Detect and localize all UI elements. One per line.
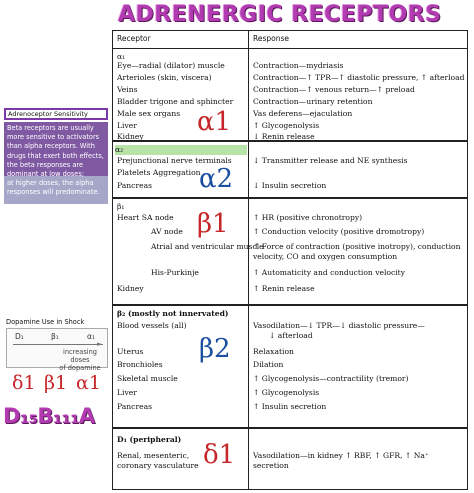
response-cell: ↑ Automaticity and conduction velocity xyxy=(253,268,405,277)
header-response: Response xyxy=(253,34,290,43)
dopamine-mnemonic: D₁₅B₁₁₁A xyxy=(3,404,95,428)
receptor-cell: Blood vessels (all) xyxy=(117,321,187,330)
dopamine-label-alpha1: α₁ xyxy=(87,332,95,341)
response-cell: ↓ Transmitter release and NE synthesis xyxy=(253,156,408,165)
big-label-beta2: β2 xyxy=(199,334,231,364)
response-cell: secretion xyxy=(253,461,289,470)
response-cell: Relaxation xyxy=(253,347,294,356)
response-cell: Vasodilation—in kidney ↑ RBF, ↑ GFR, ↑ Na⁺ xyxy=(253,451,429,460)
receptor-cell: Bronchioles xyxy=(117,360,163,369)
receptor-cell: Liver xyxy=(117,121,137,130)
response-cell: ↑ Glycogenolysis—contractility (tremor) xyxy=(253,374,409,383)
section-name: α₁ xyxy=(117,52,126,61)
receptor-cell: Pancreas xyxy=(117,402,152,411)
greek-b1: β1 xyxy=(44,372,68,394)
receptor-cell: Kidney xyxy=(117,132,144,141)
section-beta1 xyxy=(113,200,467,306)
dose-axis-line xyxy=(13,344,103,345)
arrow-right-icon: ► xyxy=(97,340,103,348)
section-name: D₁ (peripheral) xyxy=(117,435,182,444)
response-cell: Contraction—↑ venous return—↑ preload xyxy=(253,85,415,94)
receptor-cell: Veins xyxy=(117,85,138,94)
response-cell: velocity, CO and oxygen consumption xyxy=(253,252,398,261)
page-title: ADRENERGIC RECEPTORS xyxy=(118,2,442,27)
response-cell: ↑ Renin release xyxy=(253,284,315,293)
response-cell: ↑ Glycogenolysis xyxy=(253,388,320,397)
section-name: β₂ (mostly not innervated) xyxy=(117,309,229,318)
receptor-cell: Eye—radial (dilator) muscle xyxy=(117,61,225,70)
receptor-cell: Arterioles (skin, viscera) xyxy=(117,73,212,82)
receptor-cell: Skeletal muscle xyxy=(117,374,178,383)
receptor-cell: Male sex organs xyxy=(117,109,181,118)
big-label-alpha1: α1 xyxy=(197,107,232,137)
receptor-cell: Prejunctional nerve terminals xyxy=(117,156,232,165)
receptor-cell: Renal, mesenteric, xyxy=(117,451,190,460)
receptor-cell: Pancreas xyxy=(117,181,152,190)
response-cell: Contraction—mydriasis xyxy=(253,61,344,70)
header-receptor: Receptor xyxy=(117,34,151,43)
big-label-beta1: β1 xyxy=(197,209,229,239)
sensitivity-line: drugs that exert both effects, xyxy=(7,151,104,160)
response-cell: ↑ HR (positive chronotropy) xyxy=(253,213,363,222)
sensitivity-line: more sensitive to activators xyxy=(7,133,100,142)
dopamine-heading: Dopamine Use in Shock xyxy=(6,318,85,326)
section-name: α₂ xyxy=(115,145,247,155)
sensitivity-line: dominant at low doses; xyxy=(7,170,85,179)
response-cell: ↑ Force of contraction (positive inotropy), conduction xyxy=(253,242,461,251)
response-cell: Vasodilation—↓ TPR—↓ diastolic pressure— xyxy=(253,321,425,330)
dopamine-label-d1: D₁ xyxy=(15,332,24,341)
big-label-alpha2: α2 xyxy=(199,164,234,194)
response-cell: ↓ Insulin secretion xyxy=(253,181,327,190)
section-d1 xyxy=(113,431,467,489)
response-cell: Contraction—↑ TPR—↑ diastolic pressure, ↑ afterload xyxy=(253,73,465,82)
section-beta2 xyxy=(113,307,467,429)
response-cell: ↓ afterload xyxy=(269,331,313,340)
sensitivity-note xyxy=(4,122,108,204)
receptor-cell: Liver xyxy=(117,388,137,397)
response-cell: ↑ Glycogenolysis xyxy=(253,121,320,130)
response-cell: Vas deferens—ejaculation xyxy=(253,109,353,118)
sensitivity-line: Beta receptors are usually xyxy=(7,124,94,132)
greek-d1: δ1 xyxy=(12,372,36,394)
receptor-cell: Atrial and ventricular muscle xyxy=(151,242,264,251)
greek-a1: α1 xyxy=(76,372,101,394)
sensitivity-heading: Adrenoceptor Sensitivity xyxy=(4,108,108,120)
response-cell: Contraction—urinary retention xyxy=(253,97,373,106)
dopamine-label-beta1: β₁ xyxy=(51,332,59,341)
sensitivity-line: the beta responses are xyxy=(7,160,84,169)
dopamine-note xyxy=(53,348,107,372)
receptor-cell: Platelets Aggregation xyxy=(117,168,201,177)
response-cell: Dilation xyxy=(253,360,284,369)
response-cell: ↑ Insulin secretion xyxy=(253,402,327,411)
receptor-cell: coronary vasculature xyxy=(117,461,199,470)
dopamine-note-line: of dopamine xyxy=(59,364,101,372)
receptor-cell: Heart SA node xyxy=(117,213,174,222)
receptor-table xyxy=(112,30,468,490)
receptor-cell: Kidney xyxy=(117,284,144,293)
response-cell: ↓ Renin release xyxy=(253,132,315,141)
big-label-d1: δ1 xyxy=(203,440,236,470)
sensitivity-line: at higher doses, the alpha xyxy=(7,179,94,188)
dopamine-greek-row xyxy=(12,372,108,400)
sensitivity-line: than alpha receptors. With xyxy=(7,142,95,151)
receptor-cell: AV node xyxy=(151,227,183,236)
receptor-cell: Uterus xyxy=(117,347,144,356)
section-name: β₁ xyxy=(117,202,125,211)
table-header xyxy=(113,31,467,49)
dopamine-diagram xyxy=(6,328,108,372)
section-alpha1 xyxy=(113,50,467,142)
receptor-cell: His-Purkinje xyxy=(151,268,199,277)
section-alpha2 xyxy=(113,143,467,199)
sensitivity-line: responses will predominate. xyxy=(7,188,100,197)
receptor-cell: Bladder trigone and sphincter xyxy=(117,97,234,106)
dopamine-note-line: increasing doses xyxy=(63,348,97,364)
response-cell: ↑ Conduction velocity (positive dromotropy) xyxy=(253,227,425,236)
